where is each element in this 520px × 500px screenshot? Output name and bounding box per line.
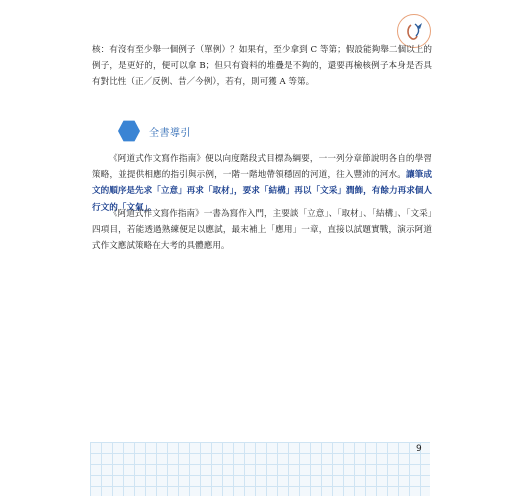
hexagon-icon	[118, 120, 140, 142]
paragraph-guide-text: 《阿道式作文寫作指南》便以向度階段式目標為綱要，一一列分章節說明各自的學習策略，並提供相應的指引與示例，一階一階地帶領穩固的河道，往入豐沛的河水。	[92, 154, 432, 181]
paragraph-grading: 核：有沒有至少舉一個例子（單例）？如果有，至少拿到 C 等第；假設能夠舉二個以上的例子，是更好的，便可以拿 B；但只有資料的堆疊是不夠的，還要再檢核例子本身是否具有對比性（正／反例、昔／今例），若有，則可獲 A 等第。	[92, 45, 432, 88]
grid-footer	[90, 442, 430, 496]
section-title: 全書導引	[149, 127, 191, 139]
page-number: 9	[416, 444, 422, 454]
paragraph-book-contents: 《阿道式作文寫作指南》一書為寫作入門，主要談「立意」、「取材」、「結構」、「文采」四項目，若能透過熟練便足以應試，最末補上「應用」一章，直接以試題實戰，演示阿道式作文應試策略在大考的具體應用。	[92, 209, 432, 252]
section-heading	[118, 120, 191, 142]
highlight-writing-order: 讓筆成文的順序是先求「立意」再求「取材」，要求「結構」再以「文采」潤飾，有餘力再求個人行文的「文氣」。	[92, 170, 432, 213]
